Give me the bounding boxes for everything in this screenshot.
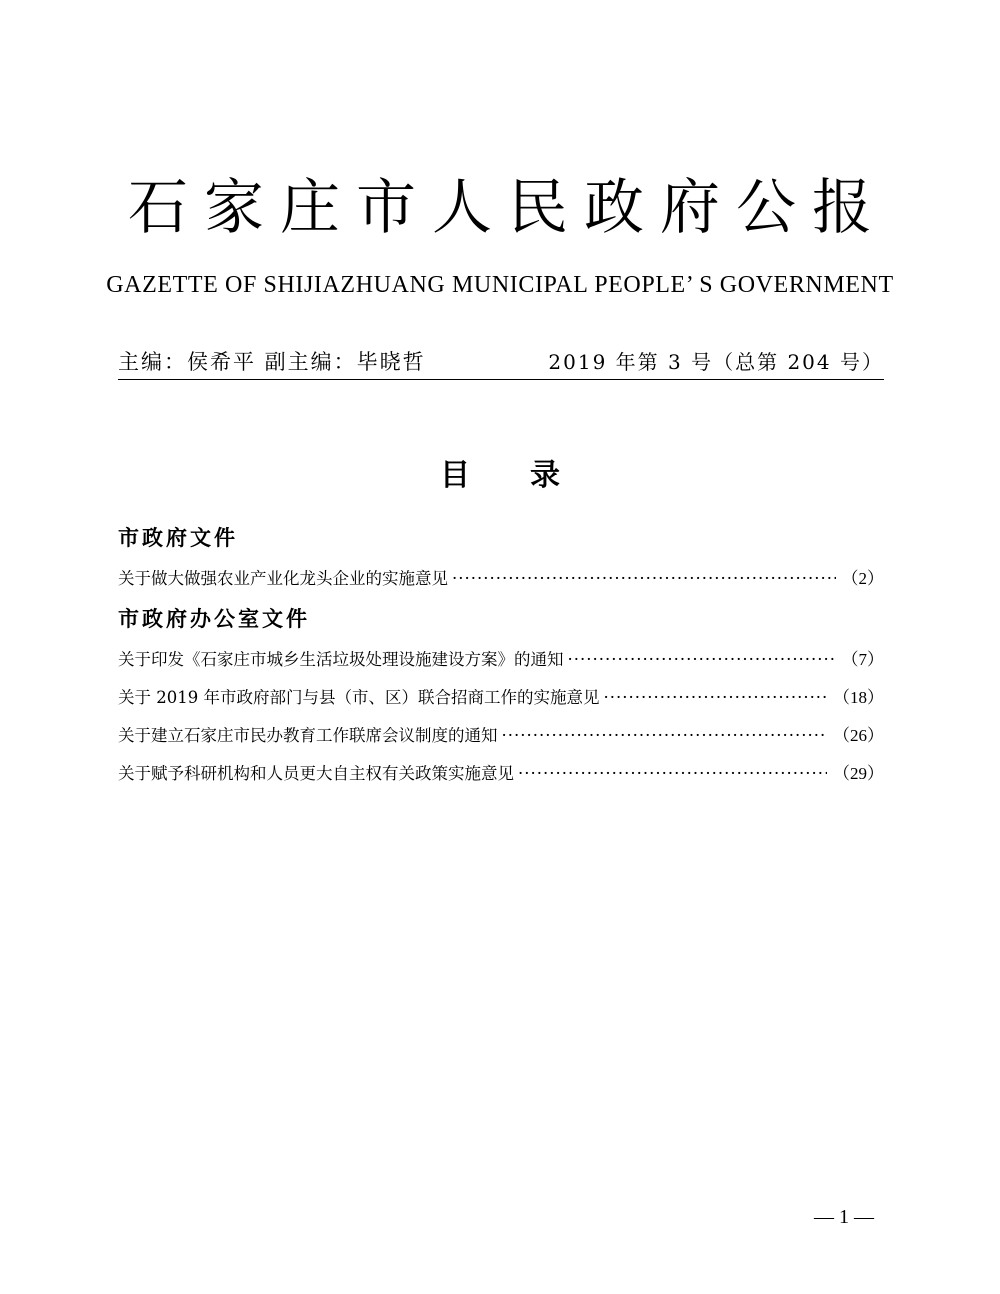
toc-entry[interactable]: [118, 560, 884, 598]
toc-entry-page: （29）: [833, 764, 884, 783]
toc-entry-title: 关于建立石家庄市民办教育工作联席会议制度的通知: [118, 726, 498, 745]
toc-entry-page: （26）: [833, 726, 884, 745]
toc-heading: 目录: [440, 458, 620, 493]
toc-entry[interactable]: [118, 679, 884, 717]
toc-entry-page: （18）: [833, 688, 884, 707]
toc-entry[interactable]: [118, 641, 884, 679]
toc-section-general-office: [118, 603, 884, 793]
toc-entry-title: 关于赋予科研机构和人员更大自主权有关政策实施意见: [118, 764, 514, 783]
dot-leader: [568, 641, 836, 679]
issue-number: 2019 年第 3 号（总第 204 号）: [548, 350, 884, 374]
toc-section-municipal-government: [118, 522, 884, 598]
gazette-english-title: GAZETTE OF SHIJIAZHUANG MUNICIPAL PEOPLE’ S GOVERNMENT: [106, 272, 894, 298]
toc-entry-title: 关于做大做强农业产业化龙头企业的实施意见: [118, 569, 448, 588]
section-title: 市政府文件: [118, 526, 238, 550]
editor-info-bar: [118, 344, 884, 380]
toc-entry-page: （7）: [841, 650, 884, 669]
dot-leader: [603, 679, 827, 717]
editors-text: 主编：侯希平 副主编：毕晓哲: [118, 350, 426, 374]
toc-entry-title: 关于印发《石家庄市城乡生活垃圾处理设施建设方案》的通知: [118, 650, 564, 669]
toc-entry-page: （2）: [841, 569, 884, 588]
page-number: — 1 —: [814, 1206, 874, 1228]
dot-leader: [518, 755, 827, 793]
dot-leader: [452, 560, 836, 598]
toc-entry-title: 关于 2019 年市政府部门与县（市、区）联合招商工作的实施意见: [118, 688, 600, 707]
gazette-title: 石家庄市人民政府公报: [128, 173, 888, 243]
section-title: 市政府办公室文件: [118, 607, 310, 631]
toc-entry[interactable]: [118, 755, 884, 793]
toc-entry[interactable]: [118, 717, 884, 755]
dot-leader: [502, 717, 828, 755]
